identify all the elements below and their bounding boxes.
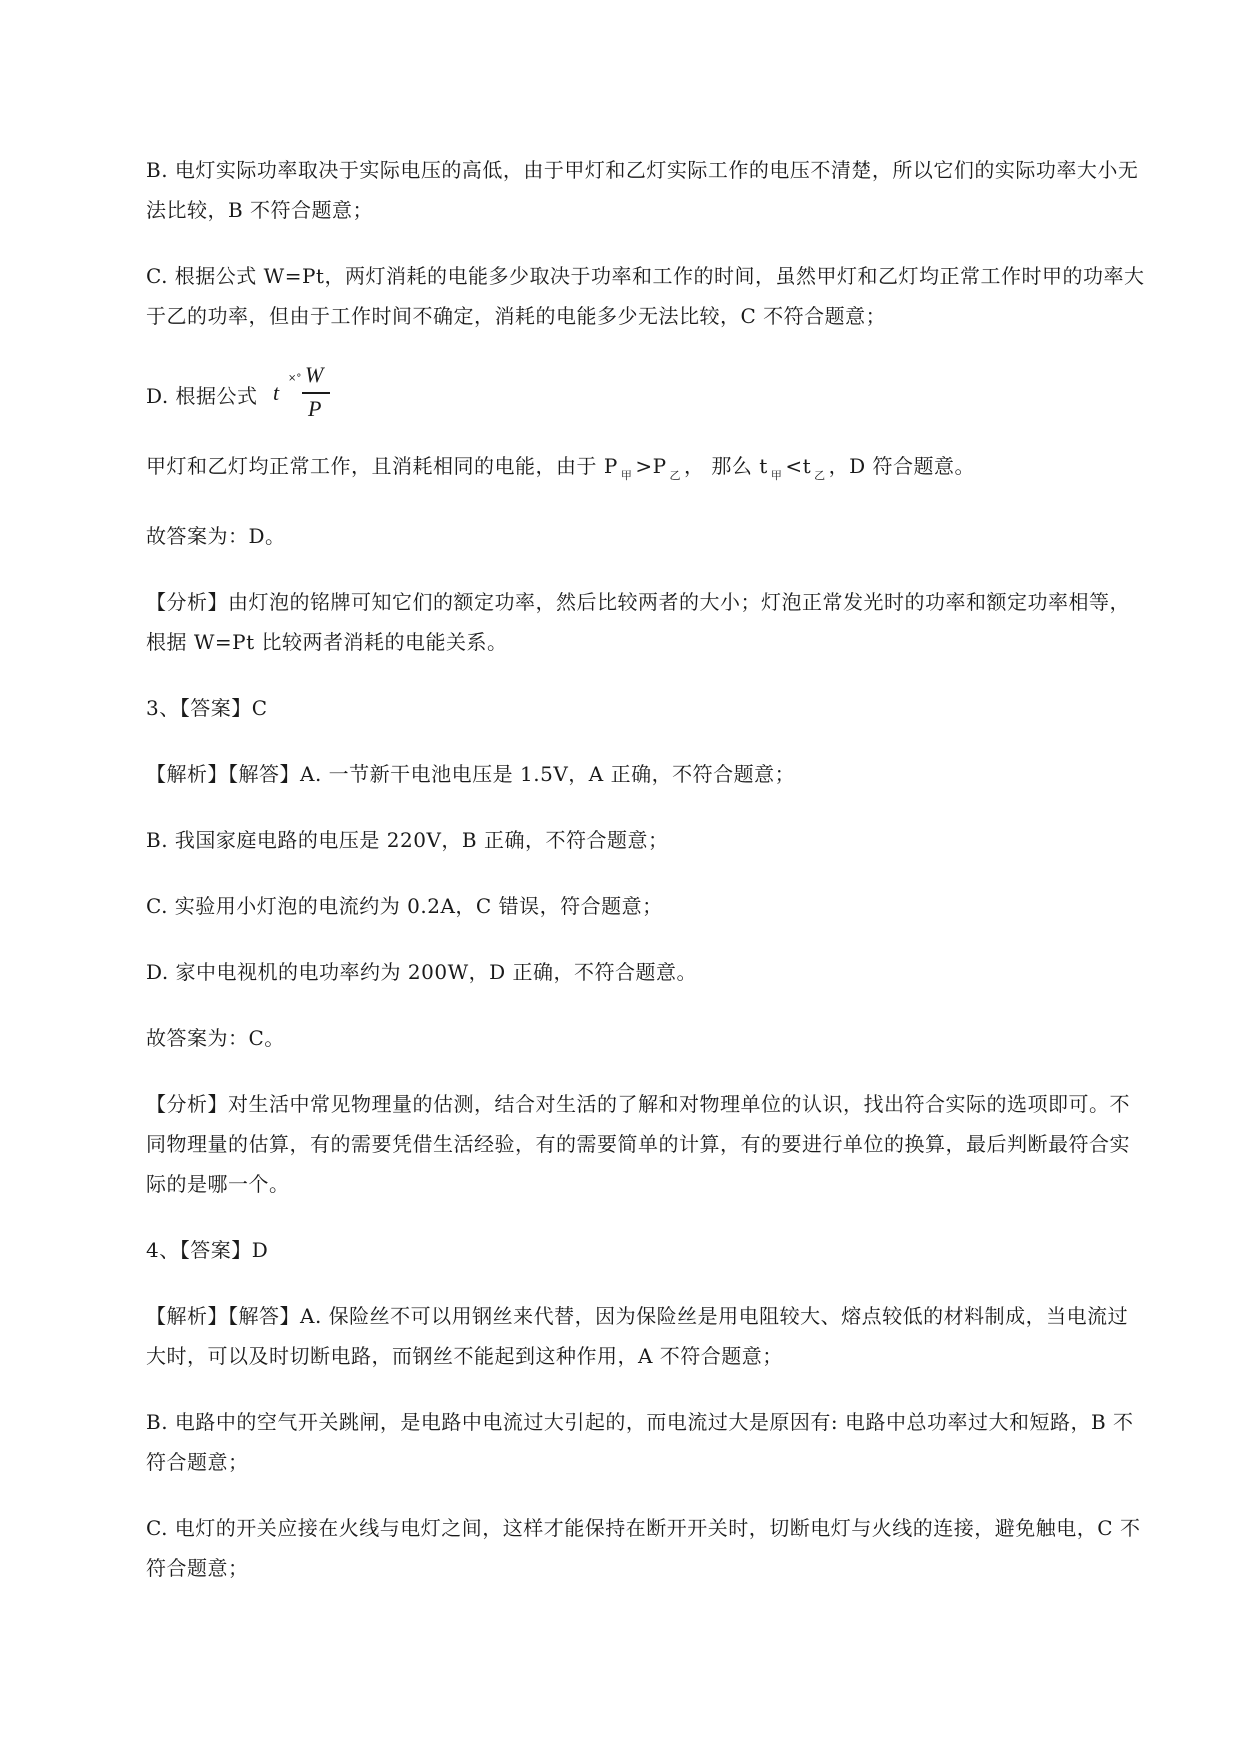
subscript: 甲 [620, 469, 633, 482]
question-4-answer: 4、【答案】D [146, 1238, 269, 1262]
question-3-answer: 3、【答案】C [146, 696, 268, 720]
text-segment: <t [785, 454, 812, 478]
text-segment: 甲灯和乙灯均正常工作，且消耗相同的电能，由于 P [146, 454, 618, 478]
paragraph-option-d-formula [146, 362, 1146, 432]
text-segment: ，D 符合题意。 [828, 454, 976, 478]
formula [273, 362, 353, 432]
paragraph-option-d-explanation [146, 446, 1146, 490]
paragraph-option-c: C. 根据公式 W=Pt，两灯消耗的电能多少取决于功率和工作的时间，虽然甲灯和乙灯均正常工作时甲的功率大于乙的功率，但由于工作时间不确定，消耗的电能多少无法比较，C 不符合题意； [146, 264, 1145, 328]
question-3-analysis: 【分析】对生活中常见物理量的估测，结合对生活的了解和对物理单位的认识，找出符合实际的选项即可。不同物理量的估算，有的需要凭借生活经验，有的需要简单的计算，有的要进行单位的换算，最后判断最符合实际的是哪一个。 [146, 1092, 1130, 1196]
document-page [146, 150, 1146, 1588]
subscript: 乙 [814, 469, 826, 482]
question-4-option-a: 【解析】【解答】A. 保险丝不可以用钢丝来代替，因为保险丝是用电阻较大、熔点较低的材料制成，当电流过大时，可以及时切断电路，而钢丝不能起到这种作用，A 不符合题意； [146, 1304, 1129, 1368]
analysis-paragraph: 【分析】由灯泡的铭牌可知它们的额定功率，然后比较两者的大小；灯泡正常发光时的功率和额定功率相等，根据 W=Pt 比较两者消耗的电能关系。 [146, 590, 1130, 654]
question-3-option-c: C. 实验用小灯泡的电流约为 0.2A，C 错误，符合题意； [146, 894, 663, 918]
subscript: 甲 [770, 469, 783, 482]
subscript: 乙 [669, 469, 682, 482]
question-3-final-answer: 故答案为：C。 [146, 1026, 285, 1050]
formula-variable: t [273, 380, 280, 405]
formula-operator: ×° [288, 373, 302, 384]
text-segment: ， 那么 t [684, 454, 768, 478]
formula-denominator: P [308, 396, 322, 421]
question-4-option-c: C. 电灯的开关应接在火线与电灯之间，这样才能保持在断开开关时，切断电灯与火线的连接，避免触电，C 不符合题意； [146, 1516, 1141, 1580]
answer-line: 故答案为：D。 [146, 524, 286, 548]
question-3-option-d: D. 家中电视机的电功率约为 200W，D 正确，不符合题意。 [146, 960, 698, 984]
question-3-option-a: 【解析】【解答】A. 一节新干电池电压是 1.5V，A 正确，不符合题意； [146, 762, 796, 786]
formula-numerator: W [305, 362, 324, 387]
question-4-option-b: B. 电路中的空气开关跳闸，是电路中电流过大引起的，而电流过大是原因有: 电路中总功率过大和短路，B 不符合题意； [146, 1410, 1134, 1474]
text-segment: >P [635, 454, 667, 478]
formula-lead-text: D. 根据公式 [146, 384, 258, 408]
fraction-bar [302, 392, 330, 394]
question-3-option-b: B. 我国家庭电路的电压是 220V，B 正确，不符合题意； [146, 828, 669, 852]
paragraph-option-b: B. 电灯实际功率取决于实际电压的高低，由于甲灯和乙灯实际工作的电压不清楚，所以它们的实际功率大小无法比较，B 不符合题意； [146, 158, 1139, 222]
